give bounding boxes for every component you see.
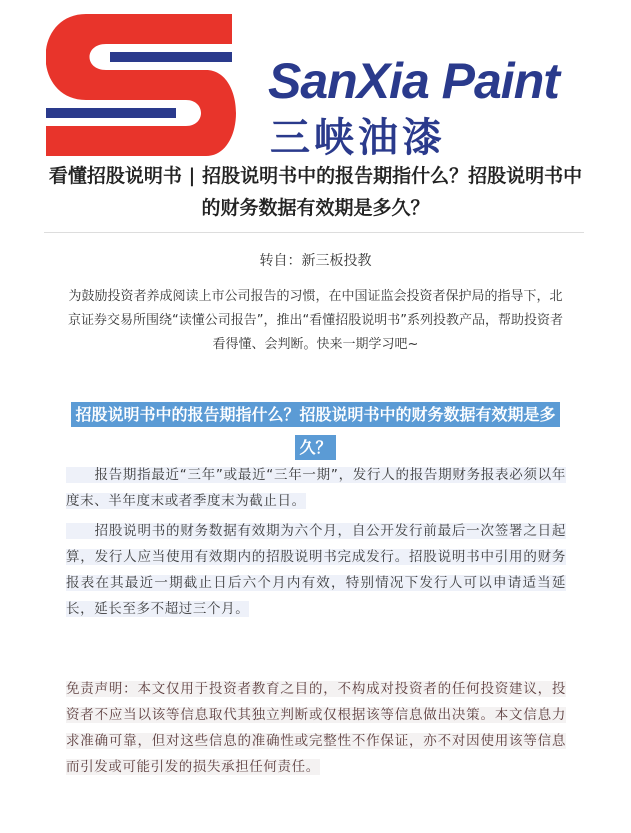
body-paragraph-text: 招股说明书的财务数据有效期为六个月，自公开发行前最后一次签署之日起算，发行人应当使用有效期内的招股说明书完成发行。招股说明书中引用的财务报表在其最近一期截止日后六个月内有效，特别情况下发行人可以申请适当延长，延长至多不超过三个月。 <box>66 523 566 617</box>
section-heading <box>62 398 569 464</box>
body-paragraph <box>66 462 566 514</box>
intro-paragraph: 为鼓励投资者养成阅读上市公司报告的习惯，在中国证监会投资者保护局的指导下，北京证券交易所围绕“读懂公司报告”，推出“看懂招股说明书”系列投教产品，帮助投资者看得懂、会判断。快来一期学习吧~ <box>68 289 563 352</box>
sanxia-s-logo-icon <box>46 14 246 156</box>
body-paragraph-text: 报告期指最近“三年”或最近“三年一期”，发行人的报告期财务报表必须以年度末、半年度末或者季度末为截止日。 <box>66 467 566 509</box>
disclaimer-text: 免责声明：本文仅用于投资者教育之目的，不构成对投资者的任何投资建议，投资者不应当以该等信息取代其独立判断或仅根据该等信息做出决策。本文信息力求准确可靠，但对这些信息的准确性或完整性不作保证，亦不对因使用该等信息而引发或可能引发的损失承担任何责任。 <box>66 681 566 775</box>
article-title: 看懂招股说明书 | 招股说明书中的报告期指什么？招股说明书中的财务数据有效期是多久？ <box>48 165 583 219</box>
header-banner <box>46 14 620 161</box>
brand-name-chinese: 三峡油漆 <box>270 115 446 161</box>
title-divider <box>44 232 584 233</box>
body-paragraph <box>66 518 566 622</box>
brand-name-english: SanXia Paint <box>268 53 559 109</box>
article-source: 转自：新三板投教 <box>259 253 372 269</box>
section-heading-text: 招股说明书中的报告期指什么？招股说明书中的财务数据有效期是多久？ <box>71 402 559 460</box>
disclaimer <box>66 676 566 780</box>
